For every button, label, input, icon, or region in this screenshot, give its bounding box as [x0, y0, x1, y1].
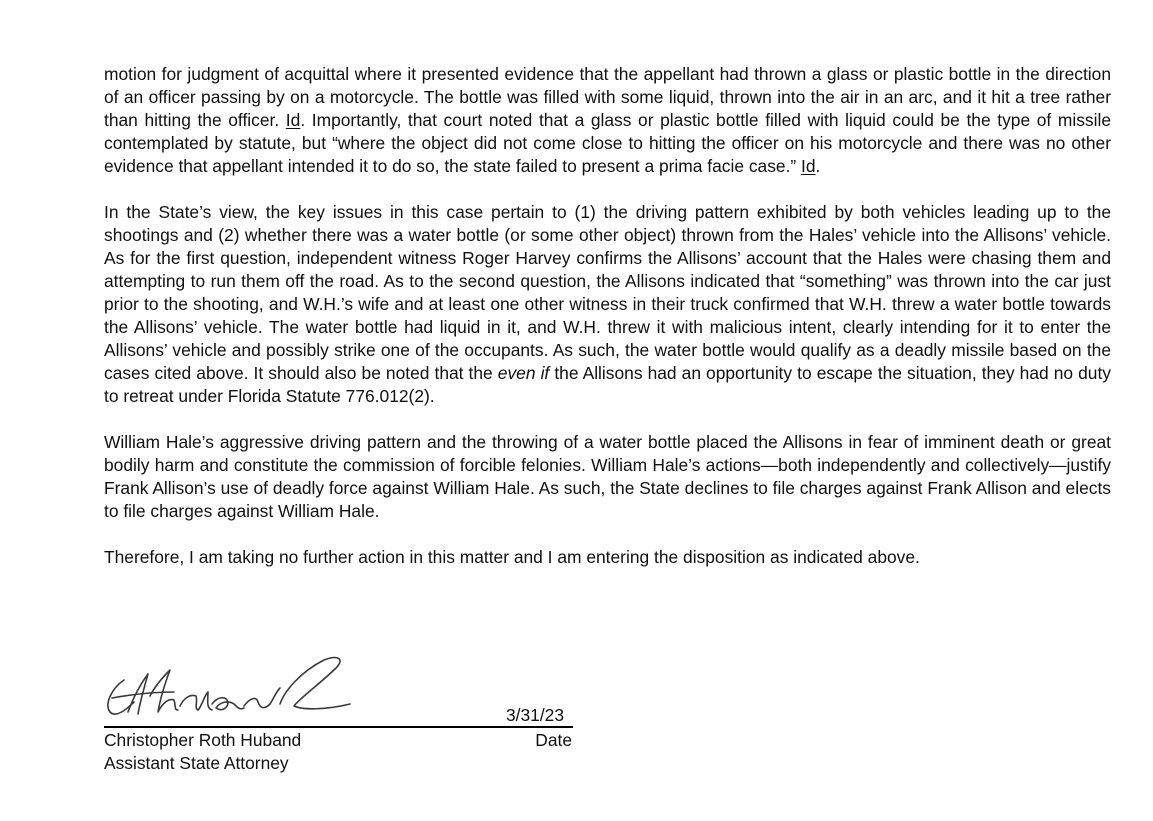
- signer-title: Assistant State Attorney: [104, 753, 289, 773]
- paragraph-text: the Allisons had an opportunity to escape the situation, they had no duty to retreat under Florida Statute 776.012(2).: [104, 363, 1111, 406]
- paragraph-state-view: [104, 201, 1111, 408]
- paragraph-disposition: Therefore, I am taking no further action in this matter and I am entering the disposition as indicated above.: [104, 547, 920, 567]
- signature-line: [104, 726, 573, 728]
- paragraph-text: In the State’s view, the key issues in this case pertain to (1) the driving pattern exhibited by both vehicles leading up to the shootings and (2) whether there was a water bottle (or some other object) thrown from the Hales’ vehicle into the Allisons’ vehicle. As for the first question, independent witness Roger Harvey confirms the Allisons’ account that the Hales were chasing them and attempting to run them off the road. As to the second question, the Allisons indicated that “something” was thrown into the car just prior to the shooting, and W.H.’s wife and at least one other witness in their truck confirmed that W.H. threw a water bottle towards the Allisons’ vehicle. The water bottle had liquid in it, and W.H. threw it with malicious intent, clearly intending for it to enter the Allisons’ vehicle and possibly strike one of the occupants. As such, the water bottle would qualify as a deadly missile based on the cases cited above. It should also be noted that the: [104, 202, 1111, 383]
- signer-name: Christopher Roth Huband: [104, 730, 302, 750]
- signature-date: 3/31/23: [505, 705, 564, 725]
- paragraph-text: .: [815, 156, 821, 176]
- handwritten-signature-icon: [104, 652, 364, 724]
- citation-id: Id: [285, 110, 301, 130]
- paragraph-conclusion: William Hale’s aggressive driving pattern and the throwing of a water bottle placed the Allisons in fear of imminent death or great bodily harm and constitute the commission of forcible felonies. William Hale’s actions—both independently and collectively—justify Frank Allison’s use of deadly force against William Hale. As such, the State declines to file charges against Frank Allison and elects to file charges against William Hale.: [104, 432, 1111, 521]
- paragraph-text: . Importantly, that court noted that a glass or plastic bottle filled with liquid could be the type of missile contemplated by statute, but “where the object did not come close to hitting the officer on his motorcycle and there was no other evidence that appellant intended it to do so, the state failed to present a prima facie case.”: [104, 110, 1111, 176]
- document-body: [104, 63, 1111, 569]
- signature-block: [104, 652, 574, 782]
- emphasis-text: even if: [497, 363, 550, 383]
- citation-id: Id: [801, 156, 816, 176]
- paragraph-case-precedent: [104, 63, 1111, 178]
- date-label: Date: [535, 730, 572, 750]
- paragraph-text: motion for judgment of acquittal where it presented evidence that the appellant had thrown a glass or plastic bottle in the direction of an officer passing by on a motorcycle. The bottle was filled with some liquid, thrown into the air in an arc, and it hit a tree rather than hitting the officer.: [104, 64, 1111, 130]
